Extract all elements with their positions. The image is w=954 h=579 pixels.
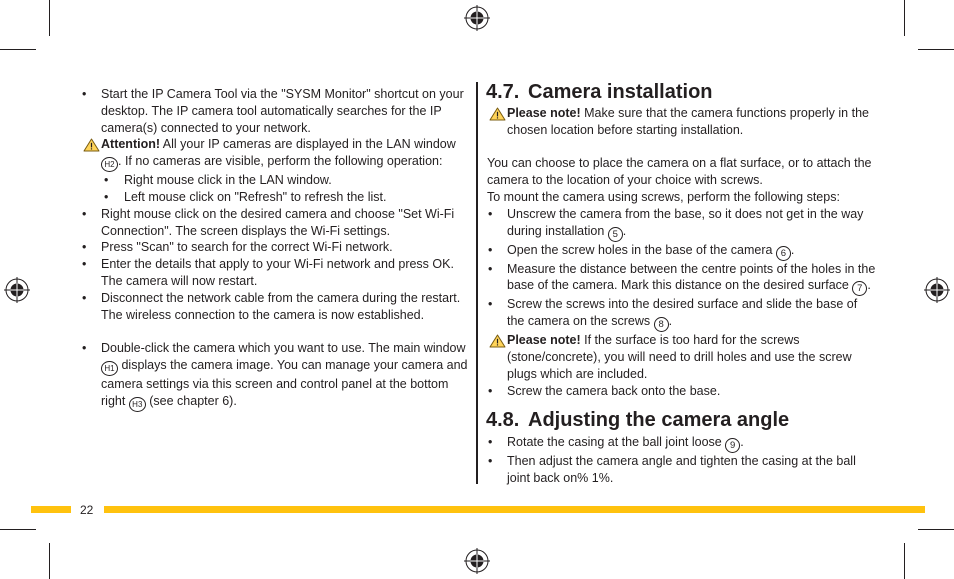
section-number: 4.7. <box>486 81 520 103</box>
bullet: • <box>488 297 493 312</box>
warning-triangle-icon <box>83 138 100 152</box>
bullet: • <box>82 290 87 305</box>
list-item-text: Press "Scan" to search for the correct Wi-Fi network. <box>101 240 393 255</box>
registration-mark-icon <box>464 5 490 31</box>
list-item-text: (see chapter 6). <box>145 393 237 408</box>
reference-marker: 6 <box>776 246 791 261</box>
list-item <box>80 239 470 256</box>
registration-mark-icon <box>924 277 950 303</box>
footer-bar-left <box>31 506 71 513</box>
list-item-text: Enter the details that apply to your Wi-Fi network and press OK. The camera will now restart. <box>101 257 454 288</box>
sub-list-item <box>80 189 470 206</box>
registration-mark-icon <box>464 548 490 574</box>
list-item <box>486 434 878 453</box>
list-item-text: . <box>790 242 795 257</box>
list-item-text: . <box>867 278 871 293</box>
bullet: • <box>104 173 109 188</box>
list-item-text: Unscrew the camera from the base, so it does not get in the way during installation <box>507 206 864 238</box>
list-item <box>80 206 470 240</box>
list-item <box>486 453 878 487</box>
bullet: • <box>488 435 493 450</box>
reference-marker: 7 <box>852 281 867 296</box>
crop-mark <box>0 529 36 530</box>
reference-marker: H1 <box>101 361 118 376</box>
left-column <box>80 86 470 412</box>
bullet: • <box>82 87 87 101</box>
bullet: • <box>82 341 87 356</box>
warning-triangle-icon <box>489 107 506 121</box>
paragraph: You can choose to place the camera on a flat surface, or to attach the camera to the location of your choice with screws. <box>487 156 872 188</box>
section-number: 4.8. <box>486 409 520 432</box>
bullet: • <box>82 257 87 272</box>
list-item-text: Right mouse click in the LAN window. <box>124 173 332 188</box>
list-item-text: Right mouse click on the desired camera and choose "Set Wi-Fi Connection". The screen displays the Wi-Fi settings. <box>101 206 455 238</box>
section-heading <box>486 80 878 104</box>
list-item-text: Rotate the casing at the ball joint loose <box>507 435 726 450</box>
spacer <box>80 323 470 340</box>
attention-note <box>80 136 470 172</box>
list-item <box>80 290 470 324</box>
section-heading <box>486 408 878 432</box>
crop-mark <box>904 0 905 36</box>
list-item-text: Start the IP Camera Tool via the "SYSM Monitor" shortcut on your desktop. The IP camera tool automatically searches for the IP camera(s) connected to your network. <box>101 87 464 135</box>
list-item-text: Then adjust the camera angle and tighten the casing at the ball joint back on% 1%. <box>507 454 856 486</box>
list-item <box>486 296 878 332</box>
bullet: • <box>82 240 87 255</box>
bullet: • <box>104 189 109 204</box>
reference-marker: H3 <box>129 397 146 412</box>
list-item <box>486 242 878 261</box>
list-item <box>80 256 470 290</box>
reference-marker: 8 <box>654 317 669 332</box>
bullet: • <box>488 242 493 257</box>
reference-marker: 9 <box>725 438 740 453</box>
list-item <box>486 383 878 400</box>
list-item <box>486 206 878 242</box>
crop-mark <box>0 49 36 50</box>
list-item-text: Disconnect the network cable from the camera during the restart. The wireless connection to the camera is now established. <box>101 290 461 322</box>
crop-mark <box>49 543 50 579</box>
note-label: Please note! <box>507 333 581 348</box>
footer-bar-right <box>104 506 925 513</box>
list-item-text: . <box>668 314 673 329</box>
list-item-text: displays the camera image. You can manage your camera and camera settings via this screen and control panel at the bottom right <box>101 357 468 408</box>
list-item <box>486 261 878 297</box>
list-item-text: Measure the distance between the centre points of the holes in the base of the camera. Mark this distance on the desired surface <box>507 261 876 293</box>
crop-mark <box>918 529 954 530</box>
crop-mark <box>49 0 50 36</box>
list-item-text: Open the screw holes in the base of the camera <box>507 242 776 257</box>
list-item-text: Double-click the camera which you want to use. The main window <box>101 341 466 356</box>
crop-mark <box>904 543 905 579</box>
note-label: Please note! <box>507 106 581 120</box>
reference-marker: 5 <box>608 227 623 242</box>
paragraph: To mount the camera using screws, perform the following steps: <box>487 189 840 204</box>
spacer <box>486 139 878 156</box>
list-item <box>80 86 470 136</box>
attention-text: . If no cameras are visible, perform the following operation: <box>118 154 443 169</box>
bullet: • <box>488 383 493 398</box>
crop-mark <box>918 49 954 50</box>
right-column <box>486 80 878 487</box>
reference-marker: H2 <box>101 157 118 172</box>
bullet: • <box>488 206 493 221</box>
registration-mark-icon <box>4 277 30 303</box>
note <box>486 105 878 139</box>
page-number: 22 <box>80 503 94 517</box>
note-text: Make sure that the camera functions properly in the chosen location before starting installation. <box>507 106 869 137</box>
section-title: Adjusting the camera angle <box>528 409 790 432</box>
warning-triangle-icon <box>489 334 506 348</box>
note <box>486 332 878 382</box>
column-divider <box>476 82 478 484</box>
list-item-text: . <box>740 435 744 450</box>
bullet: • <box>488 454 493 469</box>
list-item-text: Screw the camera back onto the base. <box>507 383 721 398</box>
list-item-text: Left mouse click on "Refresh" to refresh the list. <box>124 189 387 204</box>
list-item <box>80 340 470 412</box>
note-text: If the surface is too hard for the screws (stone/concrete), you will need to drill holes and use the screw plugs which are included. <box>507 333 852 381</box>
sub-list-item <box>80 172 470 189</box>
list-item-text: . <box>622 223 627 238</box>
attention-label: Attention! <box>101 137 161 152</box>
list-item-text: Screw the screws into the desired surface and slide the base of the camera on the screws <box>507 297 858 329</box>
attention-text: All your IP cameras are displayed in the LAN window <box>160 137 456 152</box>
bullet: • <box>82 206 87 221</box>
section-title: Camera installation <box>528 81 713 103</box>
bullet: • <box>488 261 493 276</box>
